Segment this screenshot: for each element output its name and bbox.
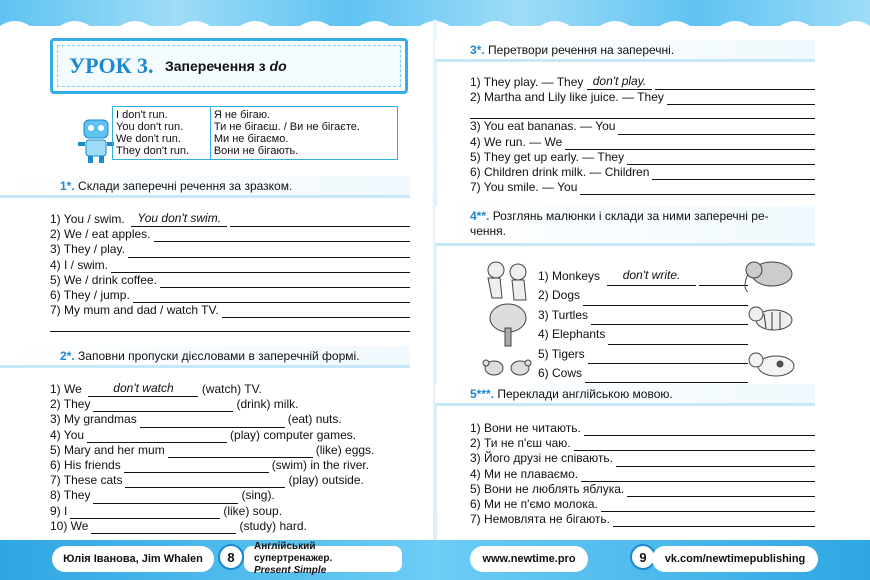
list-item[interactable]: 4) You (play) computer games.	[50, 427, 357, 442]
social-link[interactable]: vk.com/newtimepublishing	[652, 546, 818, 572]
authors-label: Юлія Іванова, Jim Whalen	[52, 546, 214, 572]
page-number-left: 8	[218, 544, 244, 570]
list-item[interactable]: 6) Children drink milk. — Children	[470, 165, 815, 180]
elephant-icon	[745, 262, 792, 292]
exercise-2-header: 2*. Заповни пропуски дієсловами в заперечній формі.	[0, 346, 410, 368]
list-item[interactable]: 8) They (sing).	[50, 488, 275, 503]
turtles-icon	[483, 360, 531, 375]
grammar-ua: Я не бігаю. Ти не бігаєш. / Ви не бігаєте. Ми не бігаємо. Вони не бігають.	[210, 107, 397, 160]
grammar-en: I don't run. You don't run. We don't run. They don't run.	[113, 107, 211, 160]
list-item[interactable]: 6) Ми не п'ємо молока.	[470, 497, 815, 512]
exercise-3-header: 3*. Перетвори речення на заперечні.	[435, 40, 815, 62]
list-item[interactable]: 7) My mum and dad / watch TV.	[50, 303, 410, 318]
tree-icon	[490, 304, 526, 346]
answer-line[interactable]	[470, 105, 815, 119]
list-item[interactable]: 5) We / drink coffee.	[50, 273, 410, 288]
list-item[interactable]: 5) They get up early. — They	[470, 150, 815, 165]
right-page	[470, 26, 815, 540]
list-item[interactable]: 7) You smile. — You	[470, 180, 815, 195]
book-spine	[433, 20, 437, 540]
list-item[interactable]: 1) We don't watch (watch) TV.	[50, 381, 262, 396]
answer-line[interactable]	[50, 318, 410, 332]
page-number-right: 9	[630, 544, 656, 570]
list-item[interactable]: 1) Monkeys don't write.	[538, 266, 748, 286]
lesson-number: УРОК 3.	[69, 53, 154, 78]
lesson-banner	[50, 38, 408, 94]
list-item[interactable]: 5) Tigers	[538, 345, 748, 364]
list-item[interactable]: 3) You eat bananas. — You	[470, 119, 815, 134]
list-item[interactable]: 5) Вони не люблять яблука.	[470, 482, 815, 497]
grammar-table	[112, 106, 398, 160]
list-item[interactable]: 6) His friends (swim) in the river.	[50, 458, 370, 473]
exercise-2-list	[50, 381, 410, 534]
exercise-3-list	[470, 74, 815, 195]
list-item[interactable]: 4) I / swim.	[50, 258, 410, 273]
list-item[interactable]: 2) They (drink) milk.	[50, 397, 299, 412]
exercise-5-header: 5***. Переклади англійською мовою.	[435, 384, 815, 406]
list-item[interactable]: 9) I (like) soup.	[50, 503, 283, 518]
list-item[interactable]: 2) Dogs	[538, 286, 748, 305]
list-item[interactable]: 2) We / eat apples.	[50, 227, 410, 242]
lesson-title: Заперечення з do	[165, 58, 287, 74]
monkeys-icon	[488, 262, 526, 300]
list-item[interactable]: 4) Ми не плаваємо.	[470, 467, 815, 482]
tiger-icon	[749, 307, 792, 330]
animal-pictures-left	[478, 258, 538, 386]
list-item[interactable]: 7) Немовлята не бігають.	[470, 512, 815, 527]
list-item[interactable]: 3) They / play.	[50, 242, 410, 257]
list-item[interactable]: 6) They / jump.	[50, 288, 410, 303]
list-item[interactable]: 2) Ти не п'єш чаю.	[470, 436, 815, 451]
exercise-1-list	[50, 211, 410, 332]
list-item[interactable]: 6) Cows	[538, 364, 748, 383]
list-item[interactable]: 3) My grandmas (eat) nuts.	[50, 412, 342, 427]
cow-icon	[749, 353, 794, 376]
exercise-5-list	[470, 421, 815, 527]
list-item[interactable]: 2) Martha and Lily like juice. — They	[470, 90, 815, 105]
exercise-4-header: 4**. Розглянь малюнки і склади за ними заперечні ре- чення.	[435, 206, 815, 246]
list-item[interactable]: 10) We (study) hard.	[50, 518, 307, 533]
list-item[interactable]: 1) Вони не читають.	[470, 421, 815, 436]
animal-pictures-right	[738, 258, 810, 386]
book-title: Англійський супертренажер. Present Simple	[244, 546, 402, 572]
list-item[interactable]: 4) We run. — We	[470, 135, 815, 150]
website-link[interactable]: www.newtime.pro	[470, 546, 588, 572]
list-item[interactable]: 5) Mary and her mum (like) eggs.	[50, 442, 375, 457]
left-page	[50, 26, 410, 540]
list-item[interactable]: 3) Turtles	[538, 306, 748, 325]
exercise-4-list	[538, 266, 748, 383]
list-item[interactable]: 1) You / swim. You don't swim.	[50, 211, 410, 227]
footer-band	[0, 540, 870, 580]
exercise-1-header: 1*. Склади заперечні речення за зразком.	[0, 176, 410, 198]
list-item[interactable]: 4) Elephants	[538, 325, 748, 344]
list-item[interactable]: 3) Його друзі не співають.	[470, 451, 815, 466]
list-item[interactable]: 7) These cats (play) outside.	[50, 473, 364, 488]
list-item[interactable]: 1) They play. — They don't play.	[470, 74, 815, 90]
